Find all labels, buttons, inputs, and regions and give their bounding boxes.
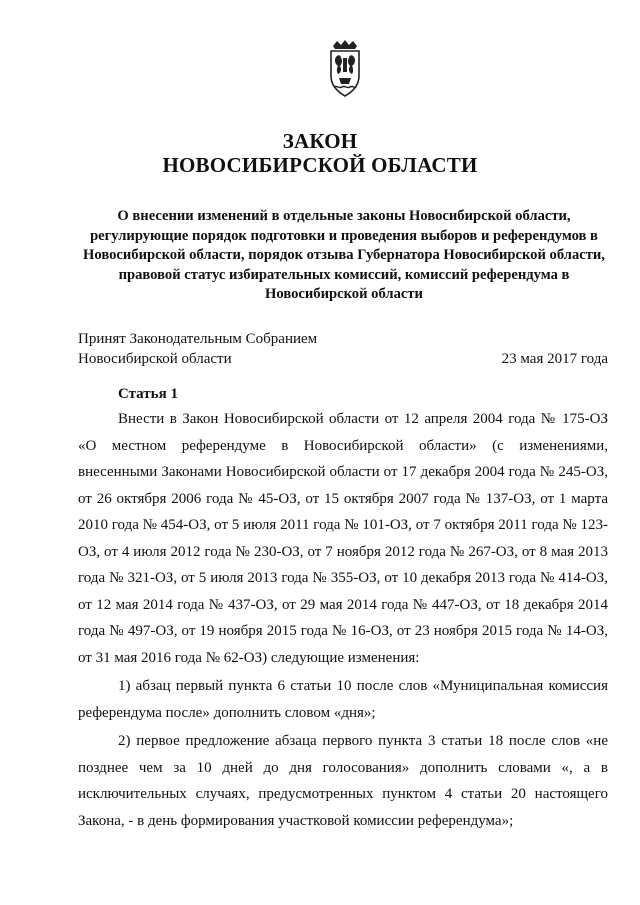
law-title: ЗАКОН xyxy=(282,129,358,153)
article-body xyxy=(78,406,608,836)
adoption-block xyxy=(78,330,608,369)
coat-of-arms-icon xyxy=(325,40,365,98)
law-subtitle: О внесении изменений в отдельные законы Новосибирской области, регулирующие порядок подготовки и проведения выборов и референдумов в Новосибирской области, порядок отзыва Губернатора Новосибирской области, правовой статус избирательных комиссий, комиссий референдума в Новосибирской области xyxy=(83,208,605,302)
paragraph-item-1: 1) абзац первый пункта 6 статьи 10 после слов «Муниципальная комиссия референдума после» дополнить словом «дня»; xyxy=(78,678,608,721)
adoption-row xyxy=(78,350,608,370)
paragraph-intro: Внести в Закон Новосибирской области от 12 апреля 2004 года № 175-ОЗ «О местном референдуме в Новосибирской области» (с изменениями, внесенными Законами Новосибирской области от 17 декабря 2004 года № 245-ОЗ, от 26 октября 2006 года № 45-ОЗ, от 15 октября 2007 года № 137-ОЗ, от 1 марта 2010 года № 454-ОЗ, от 5 июля 2011 года № 101-ОЗ, от 7 октября 2011 года № 123-ОЗ, от 4 июля 2012 года № 230-ОЗ, от 7 ноября 2012 года № 267-ОЗ, от 8 мая 2013 года № 321-ОЗ, от 5 июля 2013 года № 355-ОЗ, от 10 декабря 2013 года № 414-ОЗ, от 12 мая 2014 года № 437-ОЗ, от 29 мая 2014 года № 447-ОЗ, от 18 декабря 2014 года № 497-ОЗ, от 19 ноября 2015 года № 16-ОЗ, от 23 ноября 2015 года № 14-ОЗ, от 31 мая 2016 года № 62-ОЗ) следующие изменения: xyxy=(78,411,608,666)
adoption-date: 23 мая 2017 года xyxy=(501,350,608,367)
article-heading: Статья 1 xyxy=(118,386,178,402)
adopted-by-line: Принят Законодательным Собранием xyxy=(78,331,318,347)
adopted-by-region: Новосибирской области xyxy=(78,350,232,367)
region-title: НОВОСИБИРСКОЙ ОБЛАСТИ xyxy=(162,153,478,177)
paragraph-item-2: 2) первое предложение абзаца первого пункта 3 статьи 18 после слов «не позднее чем за 10 дней до дня голосования» дополнить словами «, а в исключительных случаях, предусмотренных пунктом 4 статьи 20 настоящего Закона, - в день формирования участковой комиссии референдума»; xyxy=(78,733,608,829)
